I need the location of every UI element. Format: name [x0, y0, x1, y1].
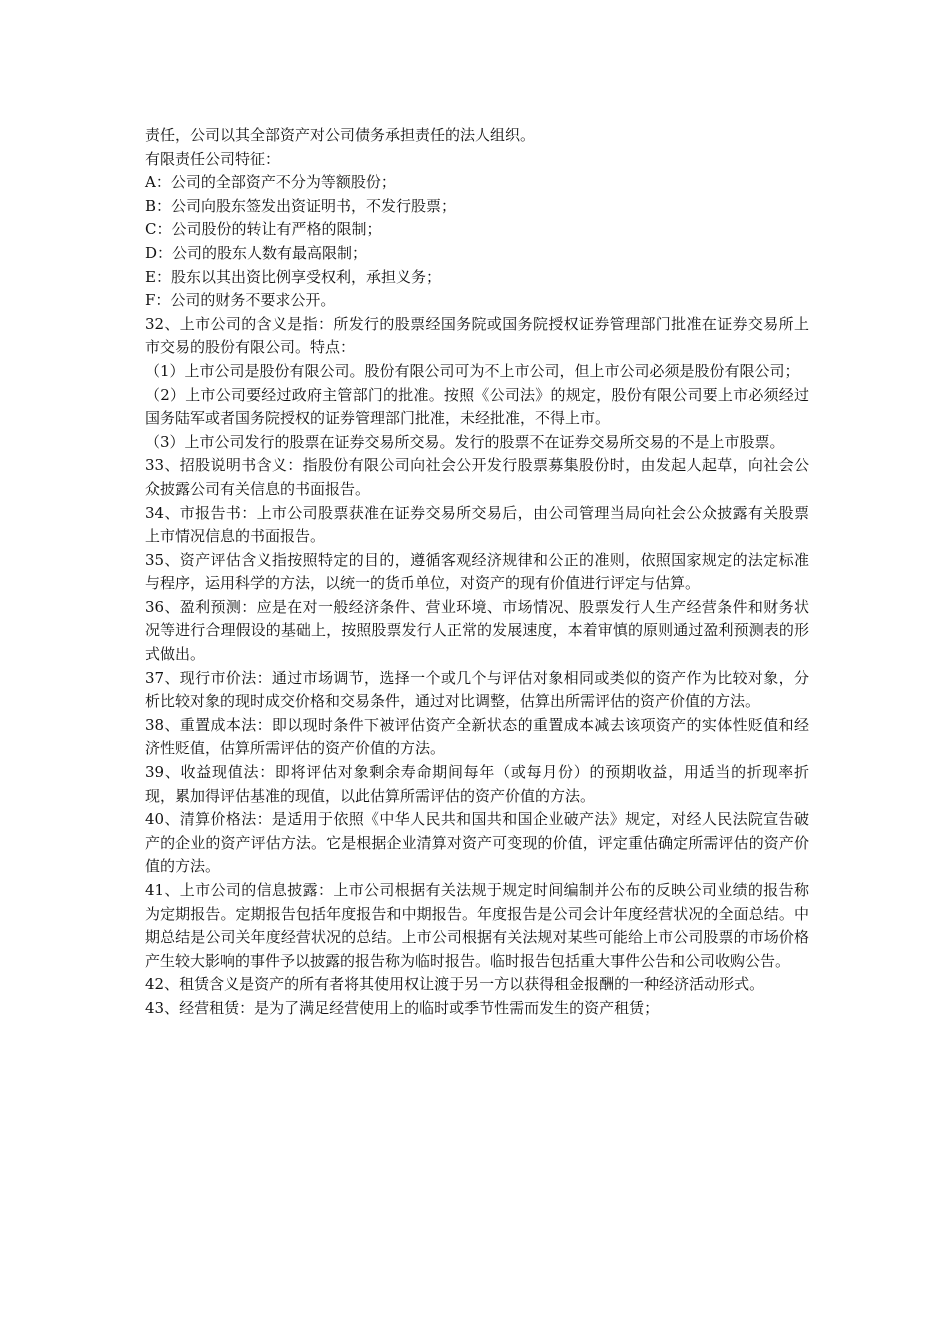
- item-36-profit-forecast: 36、盈利预测：应是在对一般经济条件、营业环境、市场情况、股票发行人生产经营条件和财务状况等进行合理假设的基础上，按照股票发行人正常的发展速度，本着审慎的原则通过盈利预测表的形式做出。: [145, 597, 809, 664]
- list-item-f: F：公司的财务不要求公开。: [145, 291, 336, 310]
- list-item-b: B：公司向股东签发出资证明书，不发行股票；: [145, 196, 457, 215]
- item-32-point-2: （2）上市公司要经过政府主管部门的批准。按照《公司法》的规定，股份有限公司要上市必须经过国务陆军或者国务院授权的证券管理部门批准，未经批准，不得上市。: [145, 385, 809, 428]
- item-33-prospectus: 33、招股说明书含义：指股份有限公司向社会公开发行股票募集股份时，由发起人起草，向社会公众披露公司有关信息的书面报告。: [145, 456, 809, 498]
- item-37-market-price-method: 37、现行市价法：通过市场调节，选择一个或几个与评估对象相同或类似的资产作为比较对象，分析比较对象的现时成交价格和交易条件，通过对比调整，估算出所需评估的资产价值的方法。: [145, 668, 809, 711]
- list-item-a: A：公司的全部资产不分为等额股份；: [145, 173, 396, 192]
- item-34-listing-report: 34、市报告书：上市公司股票获准在证券交易所交易后，由公司管理当局向社会公众披露有关股票上市情况信息的书面报告。: [145, 503, 809, 546]
- list-item-d: D：公司的股东人数有最高限制；: [145, 243, 368, 262]
- item-32-point-1: （1）上市公司是股份有限公司。股份有限公司可为不上市公司，但上市公司必须是股份有限公司；: [145, 361, 800, 380]
- list-item-e: E：股东以其出资比例享受权利，承担义务；: [145, 267, 441, 286]
- item-41-information-disclosure: 41、上市公司的信息披露：上市公司根据有关法规于规定时间编制并公布的反映公司业绩的报告称为定期报告。定期报告包括年度报告和中期报告。年度报告是公司会计年度经营状况的全面总结。中期总结是公司关年度经营状况的总结。上市公司根据有关法规对某些可能给上市公司股票的市场价格产生较大影响的事件予以披露的报告称为临时报告。临时报告包括重大事件公告和公司收购公告。: [145, 881, 809, 970]
- item-42-leasing: 42、租赁含义是资产的所有者将其使用权让渡于另一方以获得租金报酬的一种经济活动形式。: [145, 975, 765, 994]
- item-40-liquidation-price-method: 40、清算价格法：是适用于依照《中华人民共和国共和国企业破产法》规定，对经人民法院宣告破产的企业的资产评估方法。它是根据企业清算对资产可变现的价值，评定重估确定所需评估的资产价值的方法。: [145, 810, 809, 876]
- item-39-income-present-value-method: 39、收益现值法：即将评估对象剩余寿命期间每年（或每月份）的预期收益，用适当的折现率折现，累加得评估基准的现值，以此估算所需评估的资产价值的方法。: [145, 763, 809, 805]
- list-item-c: C：公司股份的转让有严格的限制；: [145, 220, 382, 239]
- item-43-operating-lease: 43、经营租赁：是为了满足经营使用上的临时或季节性需而发生的资产租赁；: [145, 998, 660, 1017]
- section-heading-llc-features: 有限责任公司特征：: [145, 149, 281, 168]
- item-35-asset-valuation: 35、资产评估含义指按照特定的目的，遵循客观经济规律和公正的准则，依照国家规定的法定标准与程序，运用科学的方法，以统一的货币单位，对资产的现有价值进行评定与估算。: [145, 550, 809, 593]
- item-38-replacement-cost-method: 38、重置成本法：即以现时条件下被评估资产全新状态的重置成本减去该项资产的实体性贬值和经济性贬值，估算所需评估的资产价值的方法。: [145, 715, 809, 758]
- text-line-continuation: 责任，公司以其全部资产对公司债务承担责任的法人组织。: [145, 126, 536, 144]
- item-32-point-3: （3）上市公司发行的股票在证券交易所交易。发行的股票不在证券交易所交易的不是上市股票。: [145, 432, 785, 451]
- document-body: [145, 124, 809, 1021]
- item-32-listed-company: 32、上市公司的含义是指：所发行的股票经国务院或国务院授权证券管理部门批准在证券交易所上市交易的股份有限公司。特点：: [145, 314, 809, 357]
